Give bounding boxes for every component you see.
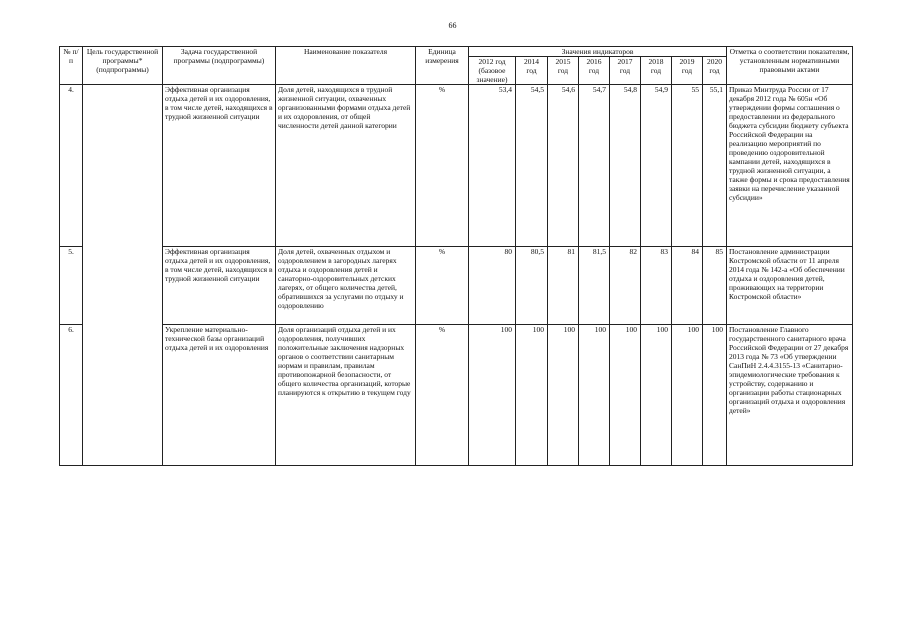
header-year: 2019 год [672,57,703,85]
indicators-table [59,46,853,466]
table-row [60,85,853,247]
value-cell: 55 [672,85,703,247]
indicator-cell: Доля детей, находящихся в трудной жизненной ситуации, охваченных организованными формами отдыха детей и их оздоровления, от общей численности детей данной категории [276,85,416,247]
value-cell: 54,7 [579,85,610,247]
value-cell: 81,5 [579,247,610,325]
indicator-cell: Доля организаций отдыха детей и их оздоровления, получивших положительные заключения надзорных органов о соответствии санитарным нормам и правилам, правилам противопожарной безопасности, от общего количества организаций, которые планируются к открытию в текущем году [276,325,416,466]
task-cell: Укрепление материально-технической базы организаций отдыха детей и их оздоровления [163,325,276,466]
value-cell: 100 [641,325,672,466]
value-cell: 100 [610,325,641,466]
header-year: 2015 год [548,57,579,85]
value-cell: 100 [672,325,703,466]
value-cell: 100 [516,325,548,466]
task-cell: Эффективная организация отдыха детей и их оздоровления, в том числе детей, находящихся в трудной жизненной ситуации [163,247,276,325]
header-num: № п/п [60,47,83,85]
header-year: 2016 год [579,57,610,85]
header-year: 2017 год [610,57,641,85]
header-year: 2020 год [703,57,727,85]
table-row [60,247,853,325]
value-cell: 54,5 [516,85,548,247]
unit-cell: % [416,85,469,247]
value-cell: 54,6 [548,85,579,247]
goal-cell [83,85,163,466]
unit-cell: % [416,325,469,466]
page-number: 66 [448,21,457,30]
header-year: 2018 год [641,57,672,85]
header-row-1 [60,47,853,57]
value-cell: 100 [579,325,610,466]
header-year: 2014 год [516,57,548,85]
value-cell: 84 [672,247,703,325]
value-cell: 82 [610,247,641,325]
header-year: 2012 год (базовое значение) [469,57,516,85]
header-note: Отметка о соответствии показателям, установленным нормативными правовыми актами [727,47,853,85]
header-goal: Цель государственной программы* (подпрограммы) [83,47,163,85]
task-cell: Эффективная организация отдыха детей и их оздоровления, в том числе детей, находящихся в трудной жизненной ситуации [163,85,276,247]
value-cell: 55,1 [703,85,727,247]
value-cell: 80 [469,247,516,325]
header-values-group: Значения индикаторов [469,47,727,57]
row-num: 6. [60,325,83,466]
note-cell: Постановление администрации Костромской области от 11 апреля 2014 года № 142-а «Об обеспечении отдыха и оздоровления детей, проживающих на территории Костромской области» [727,247,853,325]
header-task: Задача государственной программы (подпрограммы) [163,47,276,85]
value-cell: 80,5 [516,247,548,325]
note-cell: Приказ Минтруда России от 17 декабря 2012 года № 605н «Об утверждении формы соглашения о предоставлении из федерального бюджета субсидии бюджету субъекта Российской Федерации на реализацию мероприятий по проведению оздоровительной кампании детей, находящихся в трудной жизненной ситуации, а также формы и срока предоставления заявки на перечисление указанной субсидии» [727,85,853,247]
value-cell: 53,4 [469,85,516,247]
value-cell: 54,9 [641,85,672,247]
value-cell: 85 [703,247,727,325]
indicator-cell: Доля детей, охваченных отдыхом и оздоровлением в загородных лагерях отдыха и оздоровления детей и санаторно-оздоровительных детских лагерях, от общего количества детей, обратившихся за услугами по отдыху и оздоровлению [276,247,416,325]
header-unit: Единица измерения [416,47,469,85]
value-cell: 81 [548,247,579,325]
note-cell: Постановление Главного государственного санитарного врача Российской Федерации от 27 декабря 2013 года № 73 «Об утверждении СанПиН 2.4.4.3155-13 «Санитарно-эпидемиологические требования к устройству, содержанию и организации работы стационарных организаций отдыха и оздоровления детей» [727,325,853,466]
value-cell: 83 [641,247,672,325]
row-num: 5. [60,247,83,325]
unit-cell: % [416,247,469,325]
table-row [60,325,853,466]
value-cell: 100 [548,325,579,466]
value-cell: 100 [469,325,516,466]
value-cell: 54,8 [610,85,641,247]
row-num: 4. [60,85,83,247]
header-indicator: Наименование показателя [276,47,416,85]
value-cell: 100 [703,325,727,466]
